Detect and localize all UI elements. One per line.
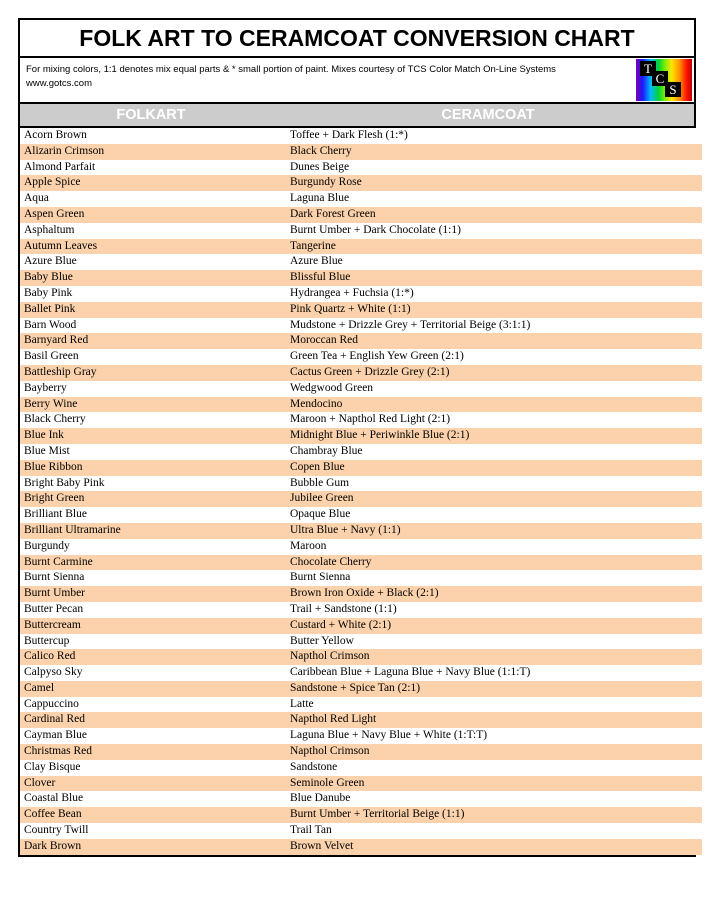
cell-ceramcoat-equivalent: Butter Yellow	[286, 634, 702, 650]
cell-folkart-color: Blue Mist	[20, 444, 286, 460]
cell-folkart-color: Calpyso Sky	[20, 665, 286, 681]
cell-ceramcoat-equivalent: Custard + White (2:1)	[286, 618, 702, 634]
cell-folkart-color: Butter Pecan	[20, 602, 286, 618]
cell-ceramcoat-equivalent: Sandstone + Spice Tan (2:1)	[286, 681, 702, 697]
page-title: FOLK ART TO CERAMCOAT CONVERSION CHART	[79, 24, 635, 51]
cell-folkart-color: Barn Wood	[20, 318, 286, 334]
cell-ceramcoat-equivalent: Burnt Umber + Dark Chocolate (1:1)	[286, 223, 702, 239]
cell-folkart-color: Berry Wine	[20, 397, 286, 413]
cell-ceramcoat-equivalent: Burgundy Rose	[286, 175, 702, 191]
table-row	[20, 144, 702, 160]
cell-folkart-color: Aspen Green	[20, 207, 286, 223]
cell-folkart-color: Bright Baby Pink	[20, 476, 286, 492]
cell-ceramcoat-equivalent: Bubble Gum	[286, 476, 702, 492]
cell-folkart-color: Buttercup	[20, 634, 286, 650]
cell-folkart-color: Camel	[20, 681, 286, 697]
table-row	[20, 586, 702, 602]
cell-ceramcoat-equivalent: Wedgwood Green	[286, 381, 702, 397]
cell-ceramcoat-equivalent: Mudstone + Drizzle Grey + Territorial Beige (3:1:1)	[286, 318, 702, 334]
cell-ceramcoat-equivalent: Brown Iron Oxide + Black (2:1)	[286, 586, 702, 602]
cell-folkart-color: Coffee Bean	[20, 807, 286, 823]
cell-ceramcoat-equivalent: Maroon	[286, 539, 702, 555]
cell-folkart-color: Burnt Umber	[20, 586, 286, 602]
cell-ceramcoat-equivalent: Sandstone	[286, 760, 702, 776]
conversion-table-body	[20, 128, 702, 855]
table-row	[20, 539, 702, 555]
table-row	[20, 349, 702, 365]
cell-folkart-color: Burnt Carmine	[20, 555, 286, 571]
cell-ceramcoat-equivalent: Hydrangea + Fuchsia (1:*)	[286, 286, 702, 302]
cell-ceramcoat-equivalent: Dunes Beige	[286, 160, 702, 176]
cell-folkart-color: Basil Green	[20, 349, 286, 365]
cell-folkart-color: Alizarin Crimson	[20, 144, 286, 160]
table-row	[20, 555, 702, 571]
cell-folkart-color: Asphaltum	[20, 223, 286, 239]
cell-ceramcoat-equivalent: Laguna Blue	[286, 191, 702, 207]
cell-folkart-color: Azure Blue	[20, 254, 286, 270]
cell-ceramcoat-equivalent: Chambray Blue	[286, 444, 702, 460]
cell-folkart-color: Cappuccino	[20, 697, 286, 713]
cell-folkart-color: Clover	[20, 776, 286, 792]
table-row	[20, 776, 702, 792]
cell-folkart-color: Cayman Blue	[20, 728, 286, 744]
cell-ceramcoat-equivalent: Brown Velvet	[286, 839, 702, 855]
cell-folkart-color: Aqua	[20, 191, 286, 207]
cell-folkart-color: Barnyard Red	[20, 333, 286, 349]
table-row	[20, 223, 702, 239]
table-row	[20, 791, 702, 807]
mixing-note-line-1: For mixing colors, 1:1 denotes mix equal parts & * small portion of paint. Mixes courtesy of TCS Color Match On-Line Systems	[26, 64, 556, 75]
table-row	[20, 381, 702, 397]
cell-folkart-color: Blue Ink	[20, 428, 286, 444]
logo-letter-s: S	[665, 82, 681, 97]
cell-folkart-color: Black Cherry	[20, 412, 286, 428]
cell-ceramcoat-equivalent: Dark Forest Green	[286, 207, 702, 223]
conversion-table-container	[18, 128, 696, 857]
cell-ceramcoat-equivalent: Burnt Sienna	[286, 570, 702, 586]
cell-ceramcoat-equivalent: Trail + Sandstone (1:1)	[286, 602, 702, 618]
cell-ceramcoat-equivalent: Opaque Blue	[286, 507, 702, 523]
cell-folkart-color: Dark Brown	[20, 839, 286, 855]
cell-folkart-color: Ballet Pink	[20, 302, 286, 318]
cell-ceramcoat-equivalent: Green Tea + English Yew Green (2:1)	[286, 349, 702, 365]
cell-folkart-color: Bayberry	[20, 381, 286, 397]
logo-letter-c: C	[652, 71, 668, 86]
table-row	[20, 160, 702, 176]
cell-folkart-color: Baby Blue	[20, 270, 286, 286]
cell-folkart-color: Almond Parfait	[20, 160, 286, 176]
cell-folkart-color: Buttercream	[20, 618, 286, 634]
conversion-chart-document	[18, 18, 696, 857]
cell-ceramcoat-equivalent: Ultra Blue + Navy (1:1)	[286, 523, 702, 539]
table-row	[20, 333, 702, 349]
table-row	[20, 523, 702, 539]
table-row	[20, 712, 702, 728]
table-row	[20, 365, 702, 381]
logo-letter-t: T	[640, 61, 656, 76]
cell-folkart-color: Coastal Blue	[20, 791, 286, 807]
cell-folkart-color: Brilliant Blue	[20, 507, 286, 523]
cell-ceramcoat-equivalent: Chocolate Cherry	[286, 555, 702, 571]
cell-ceramcoat-equivalent: Napthol Crimson	[286, 649, 702, 665]
column-header-folkart: FOLKART	[116, 107, 186, 123]
table-row	[20, 807, 702, 823]
cell-ceramcoat-equivalent: Seminole Green	[286, 776, 702, 792]
cell-folkart-color: Clay Bisque	[20, 760, 286, 776]
cell-ceramcoat-equivalent: Cactus Green + Drizzle Grey (2:1)	[286, 365, 702, 381]
cell-folkart-color: Burnt Sienna	[20, 570, 286, 586]
cell-folkart-color: Burgundy	[20, 539, 286, 555]
table-row	[20, 570, 702, 586]
cell-ceramcoat-equivalent: Midnight Blue + Periwinkle Blue (2:1)	[286, 428, 702, 444]
cell-ceramcoat-equivalent: Black Cherry	[286, 144, 702, 160]
cell-ceramcoat-equivalent: Napthol Red Light	[286, 712, 702, 728]
table-row	[20, 507, 702, 523]
table-row	[20, 744, 702, 760]
table-row	[20, 823, 702, 839]
table-row	[20, 460, 702, 476]
table-row	[20, 191, 702, 207]
cell-ceramcoat-equivalent: Toffee + Dark Flesh (1:*)	[286, 128, 702, 144]
table-row	[20, 444, 702, 460]
table-row	[20, 491, 702, 507]
table-row	[20, 239, 702, 255]
cell-ceramcoat-equivalent: Latte	[286, 697, 702, 713]
table-row	[20, 128, 702, 144]
table-row	[20, 207, 702, 223]
cell-ceramcoat-equivalent: Burnt Umber + Territorial Beige (1:1)	[286, 807, 702, 823]
cell-ceramcoat-equivalent: Maroon + Napthol Red Light (2:1)	[286, 412, 702, 428]
cell-folkart-color: Brilliant Ultramarine	[20, 523, 286, 539]
note-bar	[18, 58, 696, 104]
cell-folkart-color: Blue Ribbon	[20, 460, 286, 476]
column-header-ceramcoat: CERAMCOAT	[441, 107, 535, 123]
cell-ceramcoat-equivalent: Napthol Crimson	[286, 744, 702, 760]
table-row	[20, 428, 702, 444]
table-row	[20, 634, 702, 650]
cell-ceramcoat-equivalent: Copen Blue	[286, 460, 702, 476]
cell-folkart-color: Cardinal Red	[20, 712, 286, 728]
table-row	[20, 270, 702, 286]
cell-ceramcoat-equivalent: Laguna Blue + Navy Blue + White (1:T:T)	[286, 728, 702, 744]
tcs-logo-icon	[636, 59, 692, 101]
cell-folkart-color: Baby Pink	[20, 286, 286, 302]
cell-ceramcoat-equivalent: Trail Tan	[286, 823, 702, 839]
table-row	[20, 397, 702, 413]
cell-ceramcoat-equivalent: Tangerine	[286, 239, 702, 255]
table-row	[20, 839, 702, 855]
cell-ceramcoat-equivalent: Blue Danube	[286, 791, 702, 807]
cell-ceramcoat-equivalent: Blissful Blue	[286, 270, 702, 286]
table-row	[20, 302, 702, 318]
cell-ceramcoat-equivalent: Jubilee Green	[286, 491, 702, 507]
table-row	[20, 254, 702, 270]
table-row	[20, 412, 702, 428]
table-column-headers	[18, 104, 696, 128]
table-row	[20, 665, 702, 681]
table-row	[20, 697, 702, 713]
table-row	[20, 286, 702, 302]
cell-folkart-color: Battleship Gray	[20, 365, 286, 381]
table-row	[20, 760, 702, 776]
table-row	[20, 681, 702, 697]
table-row	[20, 602, 702, 618]
cell-ceramcoat-equivalent: Azure Blue	[286, 254, 702, 270]
website-url: www.gotcs.com	[26, 78, 92, 89]
table-row	[20, 649, 702, 665]
cell-folkart-color: Christmas Red	[20, 744, 286, 760]
title-bar	[18, 18, 696, 58]
cell-ceramcoat-equivalent: Moroccan Red	[286, 333, 702, 349]
cell-folkart-color: Bright Green	[20, 491, 286, 507]
table-row	[20, 175, 702, 191]
cell-ceramcoat-equivalent: Caribbean Blue + Laguna Blue + Navy Blue (1:1:T)	[286, 665, 702, 681]
cell-ceramcoat-equivalent: Pink Quartz + White (1:1)	[286, 302, 702, 318]
table-row	[20, 728, 702, 744]
table-row	[20, 318, 702, 334]
table-row	[20, 618, 702, 634]
cell-folkart-color: Autumn Leaves	[20, 239, 286, 255]
table-row	[20, 476, 702, 492]
cell-folkart-color: Calico Red	[20, 649, 286, 665]
cell-folkart-color: Country Twill	[20, 823, 286, 839]
cell-ceramcoat-equivalent: Mendocino	[286, 397, 702, 413]
conversion-table	[20, 128, 702, 855]
cell-folkart-color: Acorn Brown	[20, 128, 286, 144]
cell-folkart-color: Apple Spice	[20, 175, 286, 191]
